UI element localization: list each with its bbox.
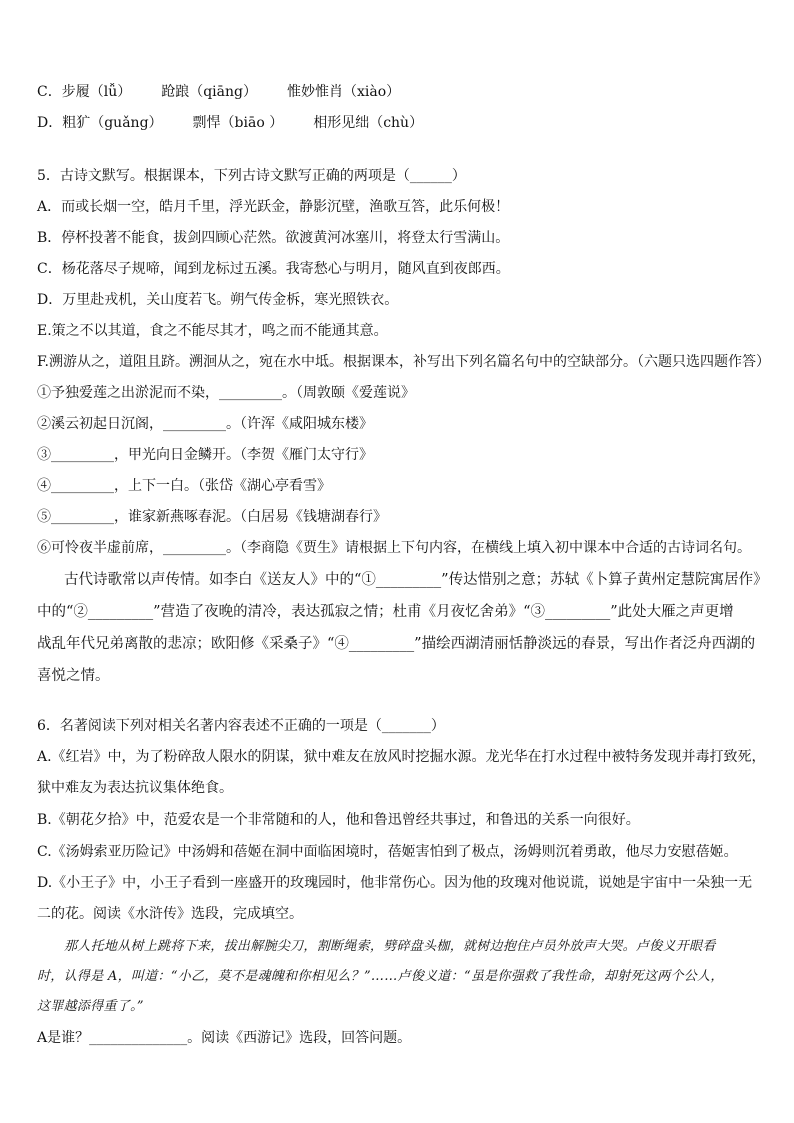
q5-stem: 5．古诗文默写。根据课本，下列古诗文默写正确的两项是（______）	[37, 168, 466, 184]
q5-option-d: D．万里赴戎机，关山度若飞。朔气传金柝，寒光照铁衣。	[37, 292, 399, 308]
q5-option-c: C．杨花落尽子规啼，闻到龙标过五溪。我寄愁心与明月，随风直到夜郎西。	[37, 261, 510, 277]
fill-blank-6: ⑥可怜夜半虚前席，_________。（李商隐《贾生》请根据上下句内容，在横线上填入初中课本中合适的古诗词名句。	[37, 540, 751, 556]
fill-blank-4: ④_________，上下一白。（张岱《湖心亭看雪》	[37, 478, 331, 494]
fill-blank-3: ③_________，甲光向日金鳞开。（李贺《雁门太守行》	[37, 447, 373, 463]
poetry-paragraph-line-3: 战乱年代兄弟离散的悲凉；欧阳修《采桑子》“④_________”描绘西湖清丽恬静淡远的春景，写出作者泛舟西湖的	[37, 636, 756, 652]
q4-option-d-part3: 相形见绌（chù）	[313, 115, 424, 131]
q4-option-c-part3: 惟妙惟肖（xiào）	[286, 84, 401, 100]
q6-stem: 6．名著阅读下列对相关名著内容表述不正确的一项是（_______）	[37, 718, 445, 734]
q6-option-b: B.《朝花夕拾》中，范爱农是一个非常随和的人，他和鲁迅曾经共事过，和鲁迅的关系一向很好。	[37, 812, 640, 828]
q4-option-d-part2: 剽悍（biāo ）	[192, 115, 284, 131]
excerpt-line-2: 时，认得是 A，叫道：“小乙，莫不是魂魄和你相见么？”……卢俊义道：“虽是你强救了我性命，却射死这两个公人，	[37, 969, 724, 984]
q4-option-c	[37, 83, 764, 101]
q4-option-c-part1: C．步履（lǚ）	[37, 84, 132, 100]
q5-option-a: A．而或长烟一空，皓月千里，浮光跃金，静影沉壁，渔歌互答，此乐何极！	[37, 199, 510, 215]
q4-option-d-part1: D．粗犷（guǎng）	[37, 115, 163, 131]
q6-option-a-line-1: A.《红岩》中，为了粉碎敌人限水的阴谋，狱中难友在放风时挖掘水源。龙光华在打水过程中被特务发现并毒打致死，	[37, 749, 766, 765]
q6-option-c: C.《汤姆索亚历险记》中汤姆和蓓姬在洞中面临困境时，蓓姬害怕到了极点，汤姆则沉着勇敢，他尽力安慰蓓姬。	[37, 844, 738, 860]
q6-option-a-line-2: 狱中难友为表达抗议集体绝食。	[37, 780, 233, 796]
q5-option-e: E.策之不以其道，食之不能尽其才，鸣之而不能通其意。	[37, 323, 388, 339]
excerpt-line-3: 这罪越添得重了。”	[37, 999, 144, 1014]
q6-option-d-line-1: D.《小王子》中，小王子看到一座盛开的玫瑰园时，他非常伤心。因为他的玫瑰对他说谎，说她是宇宙中一朵独一无	[37, 875, 753, 891]
q5-option-b: B．停杯投著不能食，拔剑四顾心茫然。欲渡黄河冰塞川，将登太行雪满山。	[37, 230, 510, 246]
poetry-paragraph-line-4: 喜悦之情。	[37, 668, 110, 684]
poetry-paragraph-line-2: 中的“②_________”营造了夜晚的清冷，表达孤寂之情；杜甫《月夜忆舍弟》“③_________”此处大雁之声更增	[37, 604, 734, 620]
q6-option-d-line-2: 二的花。阅读《水浒传》选段，完成填空。	[37, 906, 303, 922]
fill-blank-1: ①予独爱莲之出淤泥而不染，_________。（周敦颐《爱莲说》	[37, 385, 415, 401]
fill-blank-5: ⑤_________，谁家新燕啄春泥。（白居易《钱塘湖春行》	[37, 509, 387, 525]
q6-tail-question: A是谁？______________。阅读《西游记》选段，回答问题。	[37, 1030, 412, 1046]
q4-option-d	[37, 114, 764, 132]
fill-blank-2: ②溪云初起日沉阁，_________。（许浑《咸阳城东楼》	[37, 416, 373, 432]
q4-option-c-part2: 跄踉（qiāng）	[161, 84, 257, 100]
poetry-paragraph-line-1: 古代诗歌常以声传情。如李白《送友人》中的“①_________”传达惜别之意；苏轼《卜算子黄州定慧院寓居作》	[64, 572, 768, 588]
excerpt-line-1: 那人托地从树上跳将下来，拔出解腕尖刀，割断绳索，劈碎盘头枷，就树边抱住卢员外放声大哭。卢俊义开眼看	[64, 939, 716, 954]
q5-option-f: F.溯游从之，道阻且跻。溯洄从之，宛在水中坻。根据课本，补写出下列名篇名句中的空缺部分。（六题只选四题作答）	[37, 354, 770, 370]
